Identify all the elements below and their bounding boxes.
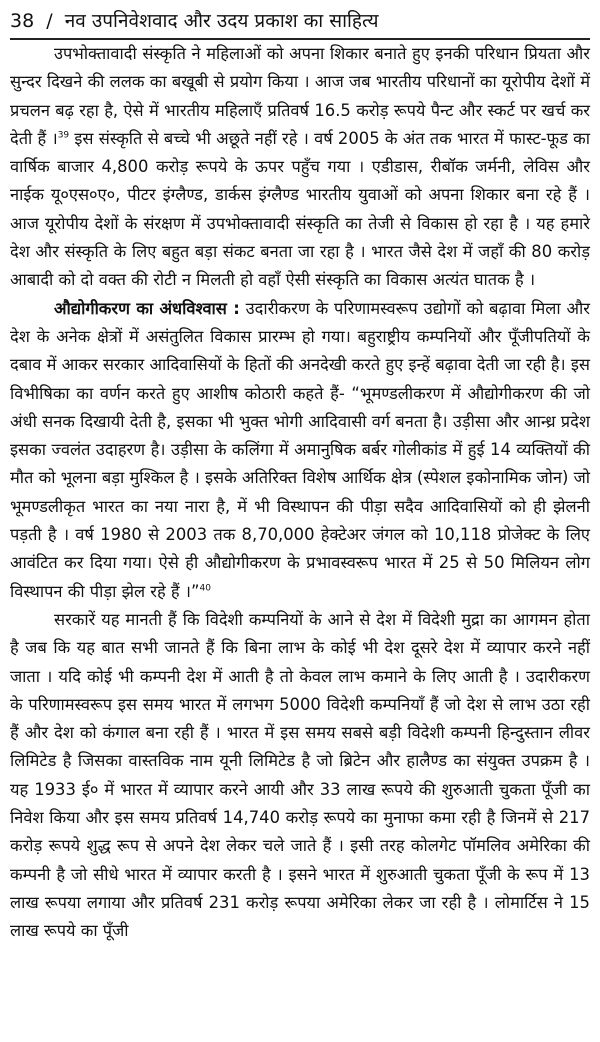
running-header <box>10 6 590 36</box>
paragraph-foreign-companies <box>10 606 590 946</box>
paragraph-text: उदारीकरण के परिणामस्वरूप उद्योगों को बढ़ावा मिला और देश के अनेक क्षेत्रों में असंतुलित विकास प्रारम्भ हो गया। बहुराष्ट्रीय कम्पनियों और पूँजीपतियों के दबाव में आकर सरकार आदिवासियों के हितों की अनदेखी करते हुए इन्हें बढ़ावा देती जा रही है। इस विभीषिका का वर्णन करते हुए आशीष कोठारी कहते हैं- “भूमण्डलीकरण में औद्योगीकरण की जो अंधी सनक दिखायी देती है, इसका भी भुक्त भोगी आदिवासी वर्ग बनता है। उड़ीसा और आन्ध्र प्रदेश इसका ज्वलंत उदाहरण है। उड़ीसा के कलिंगा में अमानुषिक बर्बर गोलीकांड में हुई 14 व्यक्तियों की मौत को भूलना बड़ा मुश्किल है । इसके अतिरिक्त विशेष आर्थिक क्षेत्र (स्पेशल इकोनामिक जोन) जो भूमण्डलीकृत भारत का नया नारा है, में भी विस्थापन की पीड़ा सदैव आदिवासियों को ही झेलनी पड़ती है । वर्ष 1980 से 2003 तक 8,70,000 हेक्टेअर जंगल को 10,118 प्रोजेक्ट के लिए आवंटित कर दिया गया। ऐसे ही औद्योगीकरण के प्रभावस्वरूप भारत में 25 से 50 मिलियन लोग विस्थापन की पीड़ा झेल रहे हैं ।” <box>10 298 590 601</box>
footnote-ref[interactable]: 40 <box>199 583 211 594</box>
header-separator: / <box>46 10 53 32</box>
page-number: 38 <box>10 10 35 32</box>
paragraph-text-continued: इस संस्कृति से बच्चे भी अछूते नहीं रहे । वर्ष 2005 के अंत तक भारत में फास्ट-फूड का वार्षिक बाजार 4,800 करोड़ रूपये के ऊपर पहुँच गया । एडीडास, रीबॉक जर्मनी, लेविस और नाईक यू०एस०ए०, पीटर इंग्लैण्ड, डार्कस इंग्लैण्ड भारतीय युवाओं को अपना शिकार बना रहे हैं । आज यूरोपीय देशों के संरक्षण में उपभोक्तावादी संस्कृति का तेजी से विकास हो रहा है । यह हमारे देश और संस्कृति के लिए बहुत बड़ा संकट बनता जा रहा है । भारत जैसे देश में जहाँ की 80 करोड़ आबादी को दो वक्त की रोटी न मिलती हो वहाँ ऐसी संस्कृति का विकास अत्यंत घातक है । <box>10 128 590 290</box>
paragraph-text: सरकारें यह मानती हैं कि विदेशी कम्पनियों के आने से देश में विदेशी मुद्रा का आगमन होता है जब कि यह बात सभी जानते हैं कि बिना लाभ के कोई भी देश दूसरे देश में व्यापार करने नहीं जाता । यदि कोई भी कम्पनी देश में आती है तो केवल लाभ कमाने के लिए आती है । उदारीकरण के परिणामस्वरूप इस समय भारत में लगभग 5000 विदेशी कम्पनियाँ हैं जो देश से लाभ उठा रही हैं और देश को कंगाल बना रही हैं । भारत में इस समय सबसे बड़ी विदेशी कम्पनी हिन्दुस्तान लीवर लिमिटेड है जिसका वास्तविक नाम यूनी लिमिटेड है जो ब्रिटेन और हालैण्ड का संयुक्त उपक्रम है । यह 1933 ई० में भारत में व्यापार करने आयी और 33 लाख रूपये की शुरुआती चुकता पूँजी का निवेश किया और इस समय प्रतिवर्ष 14,740 करोड़ रूपये का मुनाफा कमा रही है जिनमें से 217 करोड़ रूपये शुद्ध रूप से अपने देश लेकर चले जाते हैं । इसी तरह कोलगेट पॉमलिव अमेरिका की कम्पनी है जो सीधे भारत में व्यापार करती है । इसने भारत में शुरुआती चुकता पूँजी के रूप में 13 लाख रूपया लगाया और प्रतिवर्ष 231 करोड़ रूपया अमेरिका लेकर जा रही है । लोमार्टिस ने 15 लाख रूपये का पूँजी <box>10 609 590 941</box>
body-text <box>10 40 590 946</box>
book-title: नव उपनिवेशवाद और उदय प्रकाश का साहित्य <box>64 10 379 32</box>
section-heading: औद्योगीकरण का अंधविश्वास : <box>54 298 240 318</box>
paragraph-industrialization <box>10 295 590 606</box>
paragraph-text: उपभोक्तावादी संस्कृति ने महिलाओं को अपना शिकार बनाते हुए इनकी परिधान प्रियता और सुन्दर दिखने की ललक का बखूबी से प्रयोग किया । आज जब भारतीय परिधानों का यूरोपीय देशों में प्रचलन बढ़ रहा है, ऐसे में भारतीय महिलाएँ प्रतिवर्ष 16.5 करोड़ रूपये पैन्ट और स्कर्ट पर खर्च कर देती हैं । <box>10 44 590 148</box>
footnote-ref[interactable]: 39 <box>57 130 70 141</box>
paragraph-consumerism <box>10 40 590 295</box>
